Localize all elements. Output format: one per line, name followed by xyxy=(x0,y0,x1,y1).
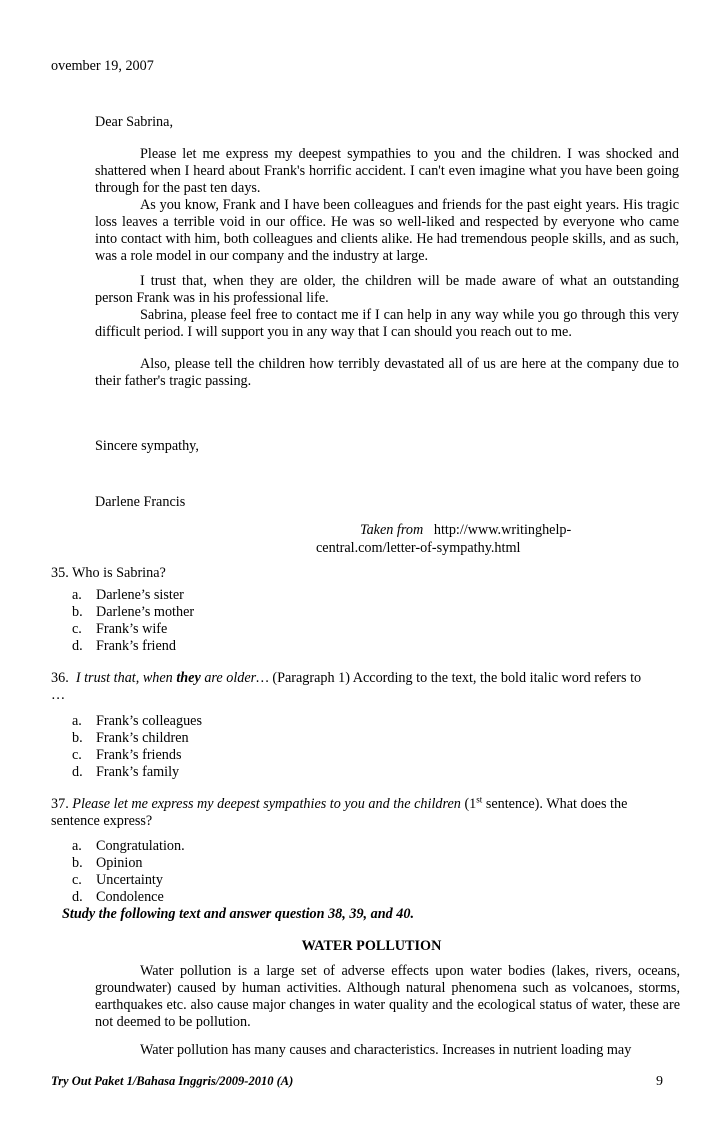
letter-paragraph-1: Please let me express my deepest sympathies to you and the children. I was shocked and shattered when I heard about Frank's horrific accident. I can't even imagine what you have been going through for the past ten days. xyxy=(95,146,679,196)
source-url-part-2: central.com/letter-of-sympathy.html xyxy=(316,540,521,556)
question-35-options xyxy=(72,587,194,655)
question-37: 37. Please let me express my deepest sympathies to you and the children (1st sentence). What does the sentence express? xyxy=(51,794,628,829)
emphasized-word: they xyxy=(176,670,201,686)
letter-body-block-1 xyxy=(95,146,679,265)
option-35-d: d. Frank’s friend xyxy=(72,638,176,654)
source-citation-line-1 xyxy=(360,522,571,539)
letter-signature: Darlene Francis xyxy=(95,494,186,510)
option-37-b: b. Opinion xyxy=(72,855,143,871)
option-36-a: a. Frank’s colleagues xyxy=(72,713,202,729)
letter-paragraph-2: As you know, Frank and I have been colleagues and friends for the past eight years. His tragic loss leaves a terrible void in our office. He was so well-liked and respected by everyone who came into contact with him, both colleagues and clients alike. He had tremendous people skills, and as such, was a role model in our company and the industry at large. xyxy=(95,197,679,264)
reading-instruction: Study the following text and answer question 38, 39, and 40. xyxy=(62,906,414,922)
letter-closing: Sincere sympathy, xyxy=(95,438,199,454)
option-35-c: c. Frank’s wife xyxy=(72,621,168,637)
letter-paragraph-4: Sabrina, please feel free to contact me if I can help in any way while you go through this very difficult period. I will support you in any way that I can should you reach out to me. xyxy=(95,307,679,340)
question-35: 35. Who is Sabrina? xyxy=(51,565,166,581)
letter-salutation: Dear Sabrina, xyxy=(95,114,173,130)
option-35-b: b. Darlene’s mother xyxy=(72,604,195,620)
source-label: Taken from xyxy=(360,522,424,538)
page-footer xyxy=(51,1073,663,1090)
letter-paragraph-3: I trust that, when they are older, the children will be made aware of what an outstanding person Frank was in his professional life. xyxy=(95,273,679,306)
passage-title: WATER POLLUTION xyxy=(301,938,442,954)
passage-paragraph-1: Water pollution is a large set of adverse effects upon water bodies (lakes, rivers, oceans, groundwater) caused by human activities. Although natural phenomena such as volcanoes, storms, earthquakes etc. also cause major changes in water quality and the ecological status of water, these are not deemed to be pollution. xyxy=(95,963,680,1030)
letter-body-block-3 xyxy=(95,356,679,390)
passage-paragraph-2: Water pollution has many causes and characteristics. Increases in nutrient loading may xyxy=(140,1042,632,1058)
option-37-c: c. Uncertainty xyxy=(72,872,163,888)
option-35-a: a. Darlene’s sister xyxy=(72,587,184,603)
letter-paragraph-5: Also, please tell the children how terribly devastated all of us are here at the company due to their father's tragic passing. xyxy=(95,356,679,389)
page-number: 9 xyxy=(656,1074,663,1089)
option-37-a: a. Congratulation. xyxy=(72,838,185,854)
option-36-d: d. Frank’s family xyxy=(72,764,180,780)
question-36-options xyxy=(72,713,202,781)
question-37-options xyxy=(72,838,185,906)
source-url-part-1: http://www.writinghelp- xyxy=(433,522,572,538)
question-36: 36. I trust that, when they are older… (Paragraph 1) According to the text, the bold italic word refers to … xyxy=(51,670,642,703)
letter-body-block-2 xyxy=(95,273,679,341)
letter-date: ovember 19, 2007 xyxy=(51,58,154,74)
footer-text: Try Out Paket 1/Bahasa Inggris/2009-2010 (A) xyxy=(51,1074,294,1088)
option-36-c: c. Frank’s friends xyxy=(72,747,182,763)
option-36-b: b. Frank’s children xyxy=(72,730,189,746)
option-37-d: d. Condolence xyxy=(72,889,164,905)
